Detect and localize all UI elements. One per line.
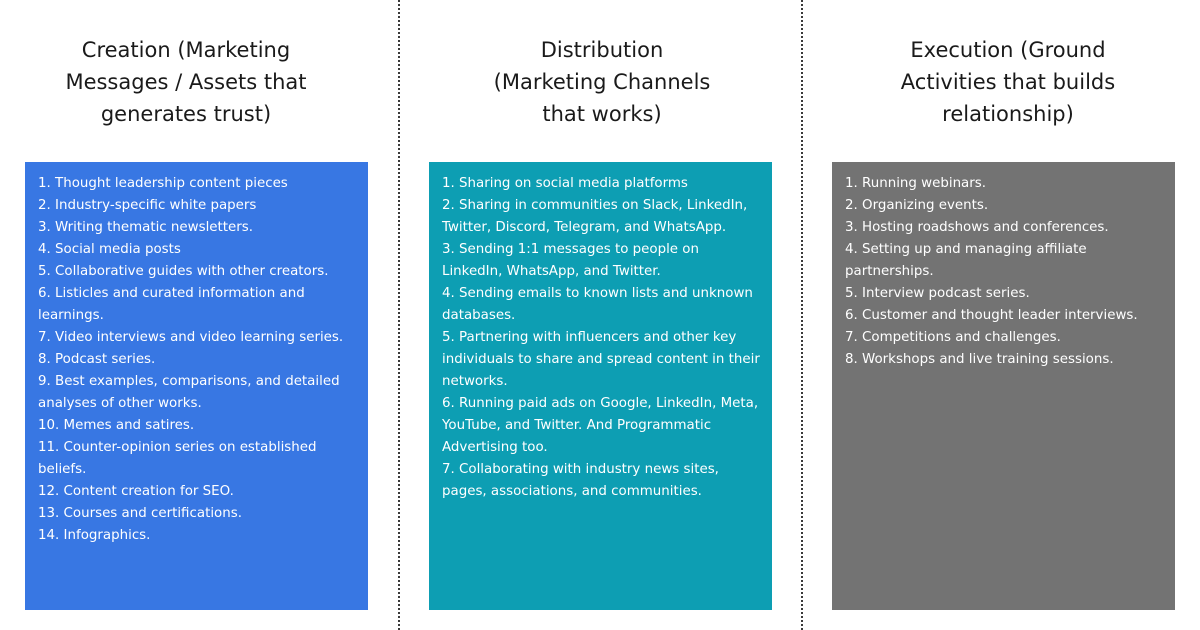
distribution-list <box>442 173 760 503</box>
list-item: 1. Thought leadership content pieces <box>38 176 288 191</box>
list-item: 3. Hosting roadshows and conferences. <box>845 220 1109 235</box>
distribution-card <box>429 162 772 610</box>
list-item: 2. Sharing in communities on Slack, LinkedIn, Twitter, Discord, Telegram, and WhatsApp. <box>442 198 748 235</box>
list-item: 8. Podcast series. <box>38 352 156 367</box>
column-divider-left <box>398 0 400 630</box>
list-item: 14. Infographics. <box>38 528 151 543</box>
list-item: 11. Counter-opinion series on established beliefs. <box>38 440 317 477</box>
creation-card <box>25 162 368 610</box>
creation-list <box>38 173 356 547</box>
list-item: 1. Running webinars. <box>845 176 987 191</box>
title-line: Activities that builds <box>900 70 1116 94</box>
column-divider-right <box>801 0 803 630</box>
list-item: 2. Organizing events. <box>845 198 989 213</box>
list-item: 12. Content creation for SEO. <box>38 484 234 499</box>
creation-column-title <box>46 34 326 130</box>
list-item: 9. Best examples, comparisons, and detailed analyses of other works. <box>38 374 340 411</box>
list-item: 8. Workshops and live training sessions. <box>845 352 1114 367</box>
list-item: 2. Industry-specific white papers <box>38 198 257 213</box>
list-item: 4. Social media posts <box>38 242 181 257</box>
list-item: 7. Video interviews and video learning series. <box>38 330 344 345</box>
list-item: 10. Memes and satires. <box>38 418 195 433</box>
execution-card <box>832 162 1175 610</box>
list-item: 4. Setting up and managing affiliate partnerships. <box>845 242 1087 279</box>
list-item: 5. Interview podcast series. <box>845 286 1030 301</box>
list-item: 5. Collaborative guides with other creators. <box>38 264 329 279</box>
execution-column-title <box>868 34 1148 130</box>
title-line: (Marketing Channels <box>493 70 711 94</box>
title-line: that works) <box>542 102 662 126</box>
distribution-column-title <box>462 34 742 130</box>
list-item: 6. Listicles and curated information and learnings. <box>38 286 305 323</box>
list-item: 7. Collaborating with industry news sites, pages, associations, and communities. <box>442 462 719 499</box>
list-item: 13. Courses and certifications. <box>38 506 242 521</box>
list-item: 4. Sending emails to known lists and unknown databases. <box>442 286 753 323</box>
execution-list <box>845 173 1163 371</box>
list-item: 6. Customer and thought leader interviews. <box>845 308 1138 323</box>
title-line: generates trust) <box>100 102 272 126</box>
list-item: 3. Sending 1:1 messages to people on LinkedIn, WhatsApp, and Twitter. <box>442 242 699 279</box>
title-line: Distribution <box>540 38 664 62</box>
list-item: 7. Competitions and challenges. <box>845 330 1061 345</box>
list-item: 5. Partnering with influencers and other key individuals to share and spread content in their networks. <box>442 330 760 389</box>
list-item: 3. Writing thematic newsletters. <box>38 220 254 235</box>
list-item: 6. Running paid ads on Google, LinkedIn, Meta, YouTube, and Twitter. And Programmatic Advertising too. <box>442 396 759 455</box>
title-line: Messages / Assets that <box>65 70 307 94</box>
title-line: relationship) <box>942 102 1074 126</box>
title-line: Creation (Marketing <box>81 38 291 62</box>
list-item: 1. Sharing on social media platforms <box>442 176 688 191</box>
title-line: Execution (Ground <box>910 38 1106 62</box>
